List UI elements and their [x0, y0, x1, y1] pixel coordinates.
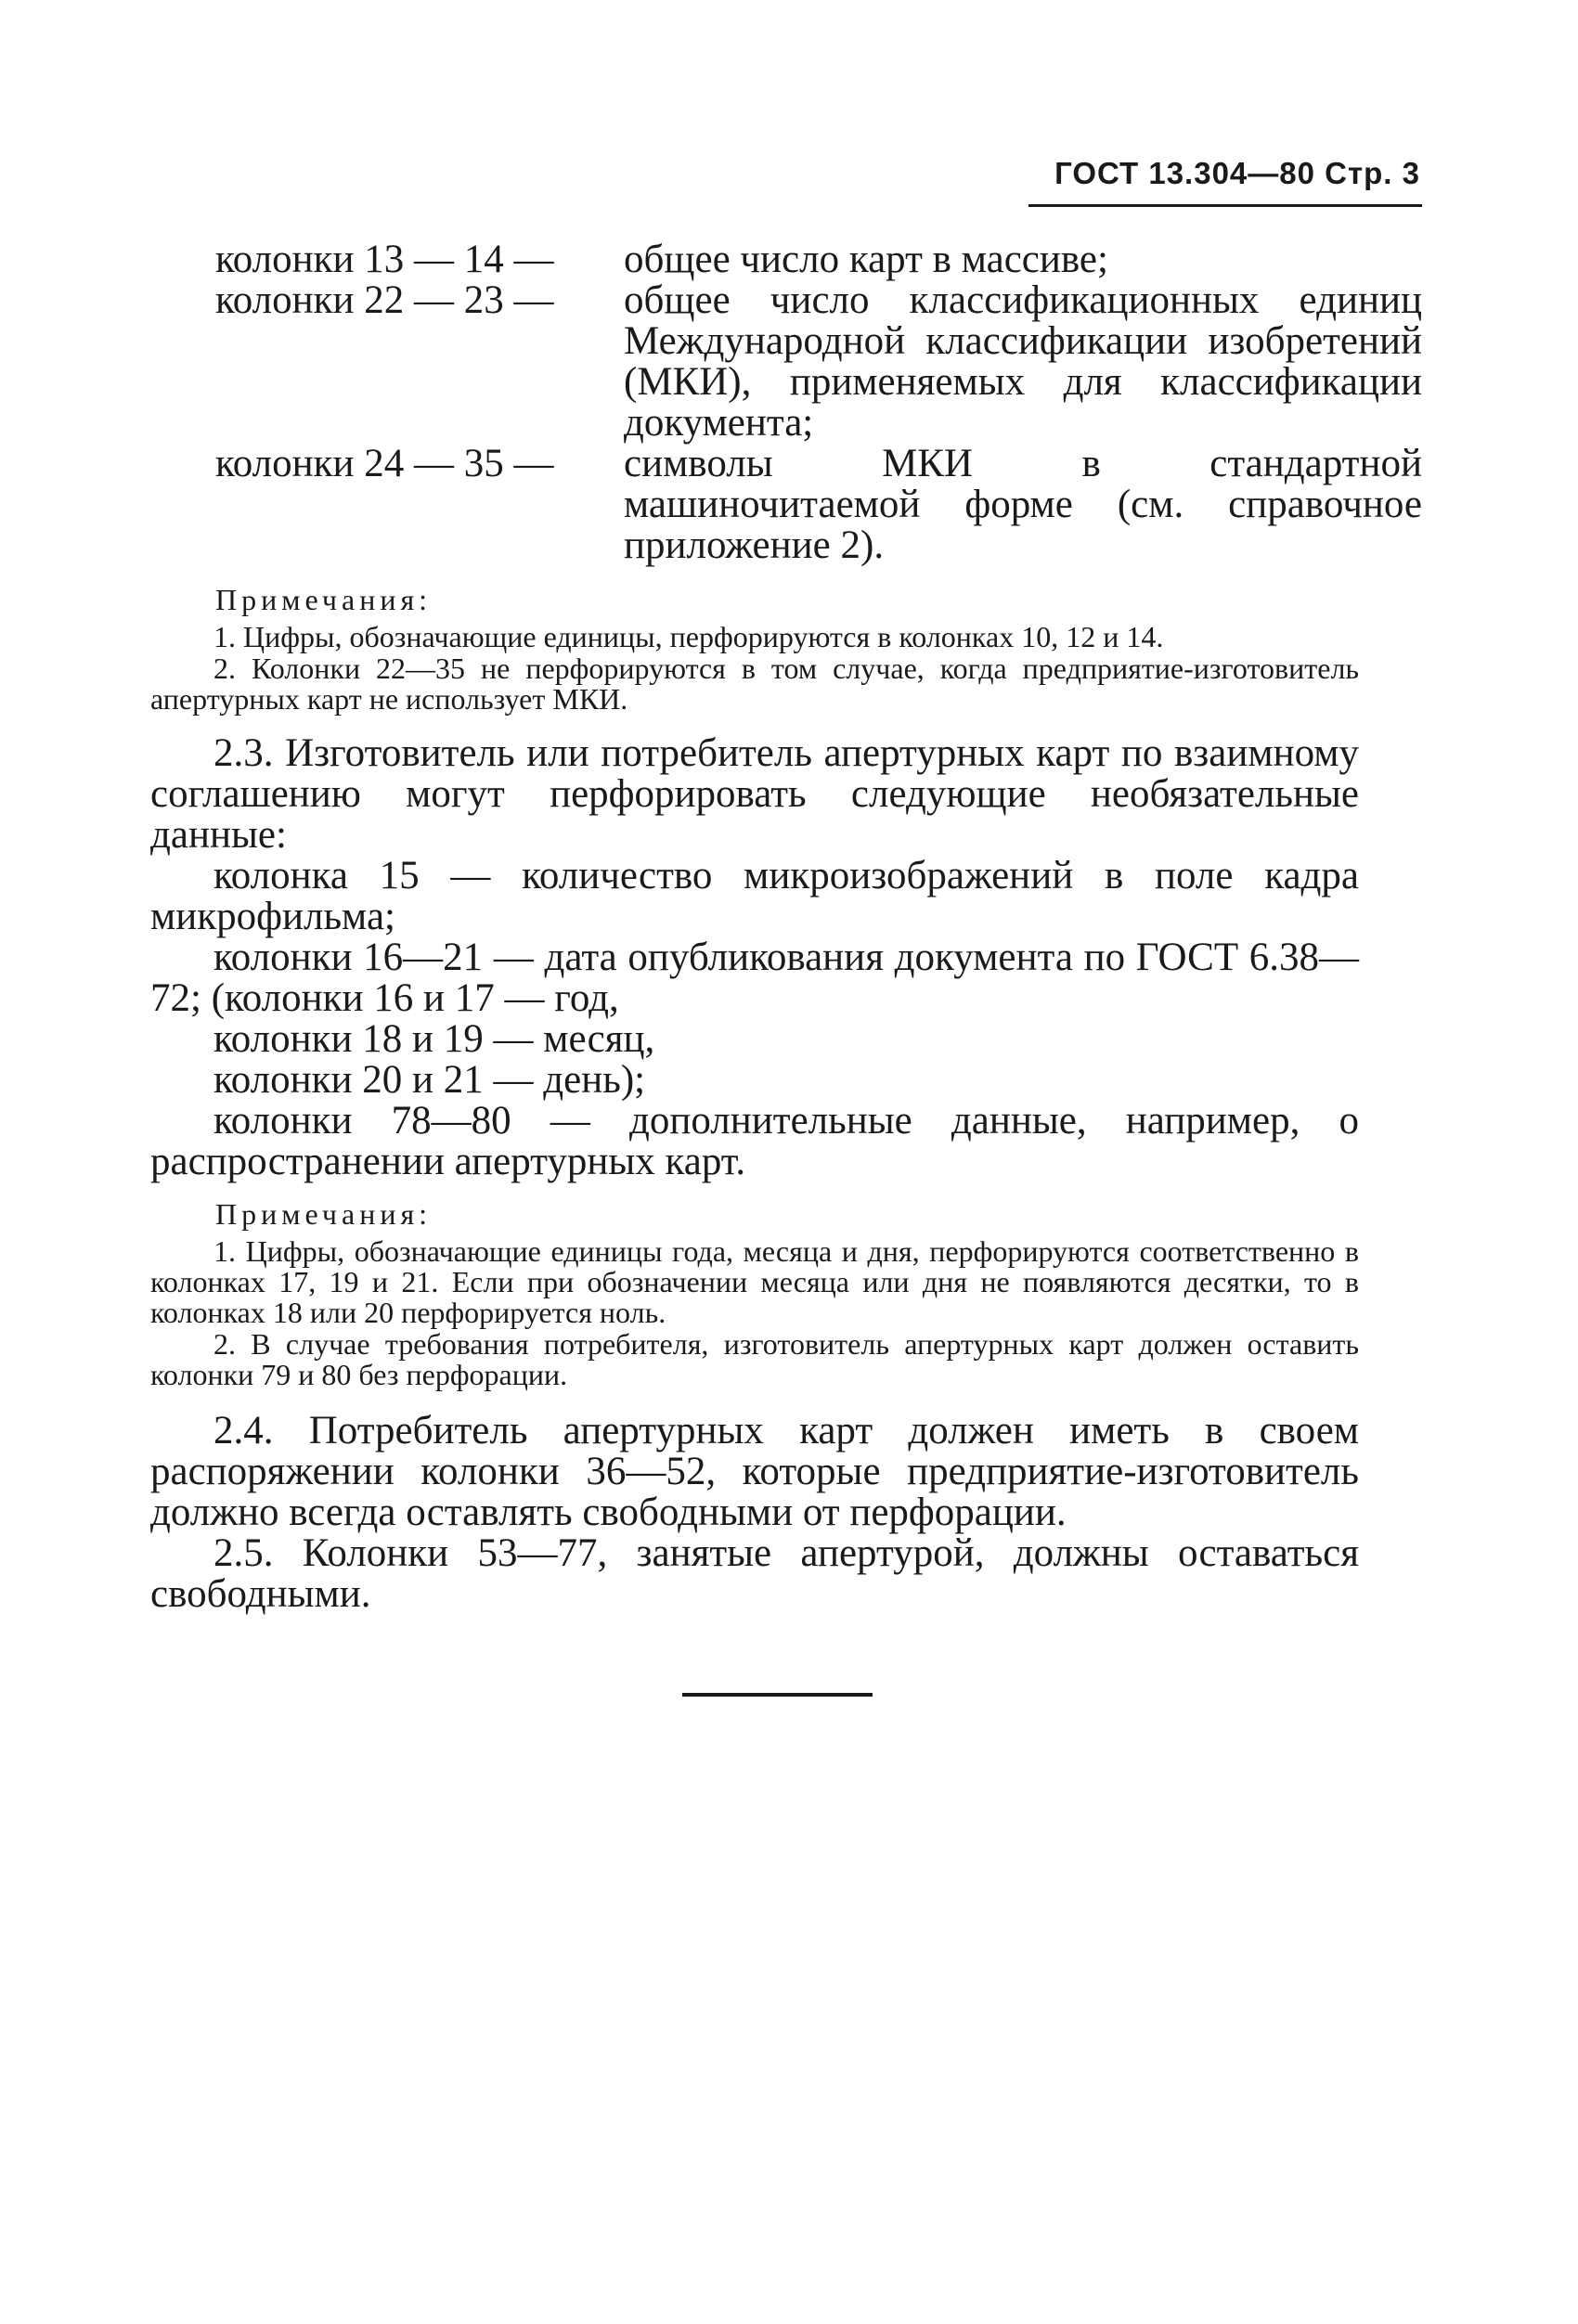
notes-label: Примечания:	[215, 583, 433, 616]
note-item: 1. Цифры, обозначающие единицы, перфорируются в колонках 10, 12 и 14.	[213, 620, 1164, 653]
optional-item: колонки 16—21 — дата опубликования документа по ГОСТ 6.38—72; (колонки 16 и 17 — год,	[150, 936, 1359, 1020]
column-item-term: колонки 22 — 23 —	[215, 278, 554, 322]
section-2-5: 2.5. Колонки 53—77, занятые апертурой, должны оставаться свободными.	[150, 1531, 1359, 1616]
end-rule	[682, 1693, 873, 1697]
column-item-definition: общее число карт в массиве;	[624, 238, 1108, 281]
column-item-term: колонки 24 — 35 —	[215, 442, 554, 485]
section-2-3: 2.3. Изготовитель или потребитель апертурных карт по взаимному соглашению могут перфорировать следующие необязательные данные:	[150, 731, 1359, 857]
page-header: ГОСТ 13.304—80 Стр. 3	[1054, 156, 1420, 190]
note-item: 2. В случае требования потребителя, изготовитель апертурных карт должен оставить колонки 79 и 80 без перфорации.	[150, 1327, 1359, 1391]
section-2-4: 2.4. Потребитель апертурных карт должен иметь в своем распоряжении колонки 36—52, которые предприятие-изготовитель должно всегда оставлять свободными от перфорации.	[150, 1409, 1359, 1534]
notes-label: Примечания:	[215, 1197, 433, 1231]
optional-item: колонки 18 и 19 — месяц,	[213, 1017, 655, 1061]
column-item-definition: символы МКИ в стандартной машиночитаемой форме (см. справочное приложение 2).	[624, 442, 1422, 567]
column-item-term: колонки 13 — 14 —	[215, 238, 554, 281]
optional-item: колонка 15 — количество микроизображений в поле кадра микрофильма;	[150, 854, 1359, 938]
note-item: 2. Колонки 22—35 не перфорируются в том случае, когда предприятие-изготовитель апертурных карт не использует МКИ.	[150, 652, 1359, 716]
column-item-definition: общее число классификационных единиц Международной классификации изобретений (МКИ), применяемых для классификации документа;	[624, 278, 1422, 445]
note-item: 1. Цифры, обозначающие единицы года, месяца и дня, перфорируются соответственно в колонках 17, 19 и 21. Если при обозначении месяца или дня не появляются десятки, то в колонках 18 или 20 перфорируется ноль.	[150, 1234, 1359, 1329]
optional-item: колонки 78—80 — дополнительные данные, например, о распространении апертурных карт.	[150, 1099, 1359, 1183]
optional-item: колонки 20 и 21 — день);	[213, 1058, 646, 1102]
header-rule	[1028, 204, 1422, 207]
